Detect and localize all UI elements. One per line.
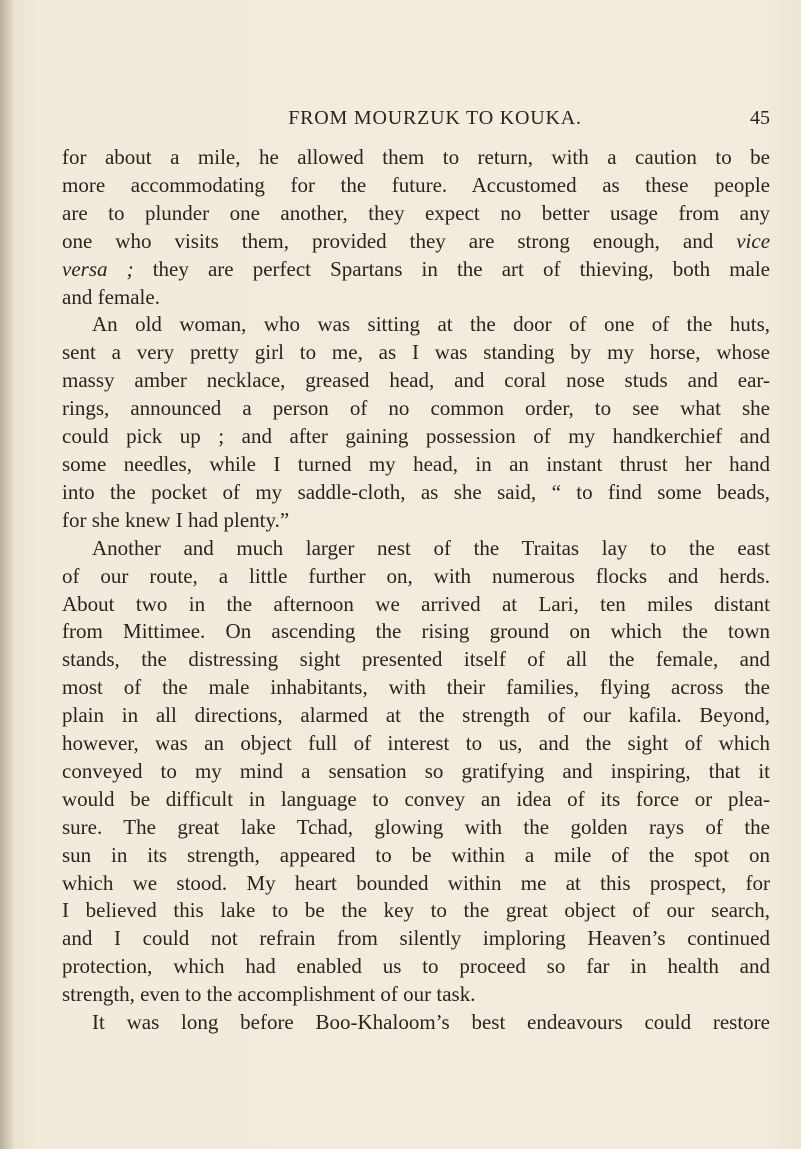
text-line: strength, even to the accomplishment of our task.	[62, 982, 476, 1007]
text-line: conveyed to my mind a sensation so gratifying and inspiring, that it	[62, 758, 770, 783]
text-line: of our route, a little further on, with numerous flocks and herds.	[62, 563, 770, 588]
page-header	[40, 103, 770, 133]
text-line: and female.	[62, 284, 160, 309]
text-line: would be difficult in language to convey an idea of its force or plea-	[62, 786, 770, 811]
text-line: massy amber necklace, greased head, and coral nose studs and ear-	[62, 368, 770, 393]
text-line: most of the male inhabitants, with their families, flying across the	[62, 675, 770, 700]
italic-text: versa ;	[62, 256, 134, 281]
text-line: for she knew I had plenty.”	[62, 507, 290, 532]
text-line: from Mittimee. On ascending the rising ground on which the town	[62, 619, 770, 644]
text-line: more accommodating for the future. Accustomed as these people	[62, 172, 770, 197]
text-line: About two in the afternoon we arrived at Lari, ten miles distant	[62, 591, 770, 616]
text-line: into the pocket of my saddle-cloth, as she said, “ to find some beads,	[62, 479, 770, 504]
page-number: 45	[750, 107, 770, 129]
page-gutter-shadow	[0, 0, 14, 1149]
text-line	[62, 256, 770, 284]
running-title: FROM MOURZUK TO KOUKA.	[288, 107, 582, 129]
text-line: sun in its strength, appeared to be within a mile of the spot on	[62, 842, 770, 867]
text-line: rings, announced a person of no common order, to see what she	[62, 396, 770, 421]
text-line: and I could not refrain from silently imploring Heaven’s continued	[62, 926, 770, 951]
text-line: It was long before Boo-Khaloom’s best endeavours could restore	[92, 1010, 770, 1035]
text-line: could pick up ; and after gaining possession of my handkerchief and	[62, 424, 770, 449]
text-segment: one who visits them, provided they are strong enough, and	[62, 228, 714, 253]
text-line: Another and much larger nest of the Traitas lay to the east	[92, 535, 770, 560]
text-line: An old woman, who was sitting at the door of one of the huts,	[92, 312, 770, 337]
text-line: however, was an object full of interest to us, and the sight of which	[62, 731, 770, 756]
text-line: some needles, while I turned my head, in an instant thrust her hand	[62, 451, 770, 476]
text-line	[62, 228, 770, 256]
text-line: sure. The great lake Tchad, glowing with the golden rays of the	[62, 814, 770, 839]
text-line: for about a mile, he allowed them to return, with a caution to be	[62, 145, 770, 169]
text-line: are to plunder one another, they expect no better usage from any	[62, 200, 770, 225]
text-line: which we stood. My heart bounded within me at this prospect, for	[62, 870, 770, 895]
text-line: plain in all directions, alarmed at the strength of our kafila. Beyond,	[62, 703, 770, 728]
text-line: I believed this lake to be the key to the great object of our search,	[62, 898, 770, 923]
text-segment: they are perfect Spartans in the art of thieving, both male	[152, 256, 771, 281]
text-line: sent a very pretty girl to me, as I was standing by my horse, whose	[62, 340, 770, 365]
italic-text: vice	[736, 228, 771, 253]
text-line: protection, which had enabled us to proceed so far in health and	[62, 954, 770, 979]
body-text	[62, 144, 770, 1037]
text-line: stands, the distressing sight presented itself of all the female, and	[62, 647, 770, 672]
